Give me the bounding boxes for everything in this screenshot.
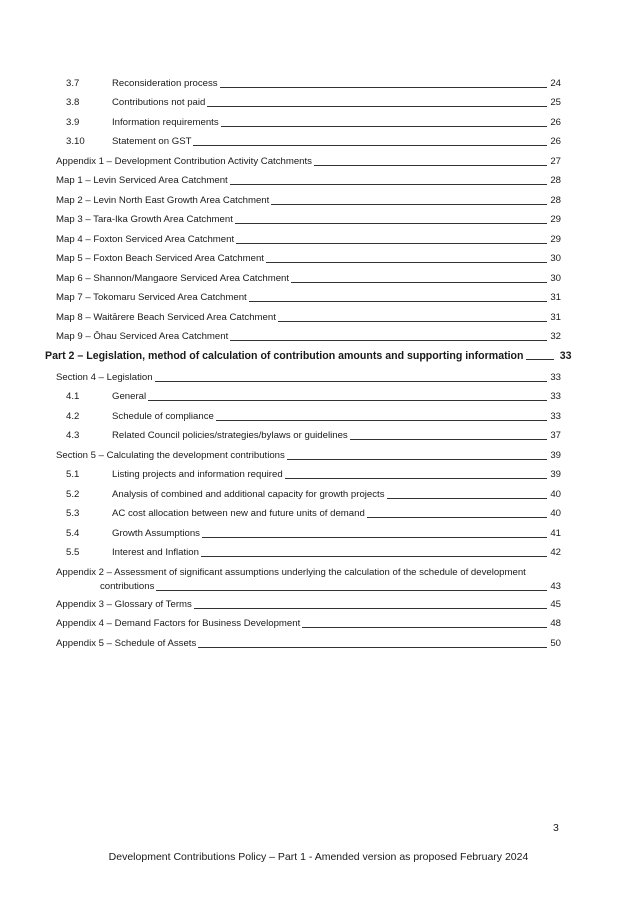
toc-page: 30 [550, 253, 561, 264]
toc-page: 39 [550, 450, 561, 461]
dot-leader [221, 126, 547, 127]
toc-title: Part 2 – Legislation, method of calculation of contribution amounts and supporting information [45, 350, 524, 362]
toc-page: 29 [550, 234, 561, 245]
page-footer: Development Contributions Policy – Part 1 - Amended version as proposed February 2024 [108, 851, 529, 863]
toc-entry-map-3[interactable] [56, 214, 561, 226]
dot-leader [202, 537, 547, 538]
page-number: 3 [553, 822, 559, 834]
toc-page: 31 [550, 312, 561, 323]
toc-title: Statement on GST [112, 136, 192, 147]
toc-title: Information requirements [112, 117, 219, 128]
toc-entry-4-2[interactable] [66, 411, 561, 423]
toc-number: 5.5 [66, 547, 80, 558]
toc-entry-appendix-3[interactable] [56, 599, 561, 611]
dot-leader [278, 321, 547, 322]
toc-page: 30 [550, 273, 561, 284]
toc-number: 3.8 [66, 97, 80, 108]
toc-entry-3-7[interactable] [66, 78, 561, 90]
toc-page: 26 [550, 136, 561, 147]
toc-entry-map-9[interactable] [56, 331, 561, 343]
toc-entry-map-4[interactable] [56, 234, 561, 246]
toc-entry-4-3[interactable] [66, 430, 561, 442]
toc-number: 5.3 [66, 508, 80, 519]
toc-title: Appendix 4 – Demand Factors for Business Development [56, 618, 301, 629]
toc-title: AC cost allocation between new and future units of demand [112, 508, 365, 519]
toc-entry-3-8[interactable] [66, 97, 561, 109]
toc-page: 28 [550, 175, 561, 186]
toc-number: 5.4 [66, 528, 80, 539]
dot-leader [230, 184, 547, 185]
toc-page: 32 [550, 331, 561, 342]
toc-entry-3-9[interactable] [66, 117, 561, 129]
toc-entry-4-1[interactable] [66, 391, 561, 403]
toc-page: 33 [550, 391, 561, 402]
toc-page: 50 [550, 638, 561, 649]
toc-title: Map 8 – Waitārere Beach Serviced Area Catchment [56, 312, 276, 323]
toc-title: Section 4 – Legislation [56, 372, 153, 383]
toc-title: Reconsideration process [112, 78, 218, 89]
toc-page: 27 [550, 156, 561, 167]
toc-entry-section-4[interactable] [56, 372, 561, 384]
toc-entry-part-2[interactable] [45, 350, 572, 362]
toc-title-line-2: contributions [100, 581, 155, 592]
toc-page: 39 [550, 469, 561, 480]
toc-page: 43 [550, 581, 561, 592]
toc-number: 4.2 [66, 411, 80, 422]
toc-entry-5-1[interactable] [66, 469, 561, 481]
toc-entry-appendix-5[interactable] [56, 638, 561, 650]
toc-title: Schedule of compliance [112, 411, 214, 422]
dot-leader [194, 608, 547, 609]
toc-entry-section-5[interactable] [56, 450, 561, 462]
dot-leader [201, 556, 547, 557]
toc-title: Related Council policies/strategies/bylaws or guidelines [112, 430, 348, 441]
toc-title: Map 6 – Shannon/Mangaore Serviced Area Catchment [56, 273, 290, 284]
toc-title: Map 7 – Tokomaru Serviced Area Catchment [56, 292, 247, 303]
toc-title: Appendix 1 – Development Contribution Activity Catchments [56, 156, 312, 167]
toc-entry-map-2[interactable] [56, 195, 561, 207]
toc-number: 4.3 [66, 430, 80, 441]
toc-number: 3.7 [66, 78, 80, 89]
toc-entry-3-10[interactable] [66, 136, 561, 148]
toc-page: 33 [559, 350, 572, 362]
toc-number: 4.1 [66, 391, 80, 402]
toc-number: 3.9 [66, 117, 80, 128]
toc-entry-5-4[interactable] [66, 528, 561, 540]
toc-entry-map-5[interactable] [56, 253, 561, 265]
toc-page: 40 [550, 489, 561, 500]
toc-number: 5.1 [66, 469, 80, 480]
toc-title: Analysis of combined and additional capacity for growth projects [112, 489, 385, 500]
dot-leader [155, 381, 547, 382]
toc-page: 28 [550, 195, 561, 206]
dot-leader [314, 165, 547, 166]
toc-entry-map-1[interactable] [56, 175, 561, 187]
dot-leader [266, 262, 547, 263]
dot-leader [156, 590, 547, 591]
toc-page: 45 [550, 599, 561, 610]
toc-title: Section 5 – Calculating the development contributions [56, 450, 285, 461]
dot-leader [285, 478, 547, 479]
toc-title: Map 9 – Ōhau Serviced Area Catchment [56, 331, 229, 342]
toc-entry-appendix-2[interactable] [56, 567, 561, 593]
toc-title: Map 4 – Foxton Serviced Area Catchment [56, 234, 235, 245]
toc-title-line-1: Appendix 2 – Assessment of significant assumptions underlying the calculation of the schedule of development [56, 567, 526, 578]
dot-leader [207, 106, 547, 107]
toc-page: 42 [550, 547, 561, 558]
dot-leader [220, 87, 547, 88]
dot-leader [216, 420, 547, 421]
toc-title: Growth Assumptions [112, 528, 200, 539]
toc-page: 41 [550, 528, 561, 539]
toc-entry-map-8[interactable] [56, 312, 561, 324]
dot-leader [249, 301, 547, 302]
toc-page: 33 [550, 372, 561, 383]
dot-leader [236, 243, 547, 244]
dot-leader [387, 498, 547, 499]
toc-page: 25 [550, 97, 561, 108]
dot-leader [287, 459, 547, 460]
toc-page: 26 [550, 117, 561, 128]
toc-title: Map 5 – Foxton Beach Serviced Area Catchment [56, 253, 264, 264]
dot-leader [193, 145, 547, 146]
toc-title: Listing projects and information required [112, 469, 283, 480]
toc-entry-appendix-4[interactable] [56, 618, 561, 630]
toc-entry-5-5[interactable] [66, 547, 561, 559]
dot-leader [271, 204, 547, 205]
dot-leader [526, 359, 554, 360]
toc-page: 24 [550, 78, 561, 89]
toc-entry-map-7[interactable] [56, 292, 561, 304]
dot-leader [235, 223, 547, 224]
toc-page: 48 [550, 618, 561, 629]
toc-page: 37 [550, 430, 561, 441]
dot-leader [291, 282, 547, 283]
dot-leader [148, 400, 547, 401]
toc-page: 31 [550, 292, 561, 303]
toc-title: Map 3 – Tara-Ika Growth Area Catchment [56, 214, 233, 225]
toc-title: Map 2 – Levin North East Growth Area Catchment [56, 195, 270, 206]
dot-leader [367, 517, 547, 518]
toc-number: 3.10 [66, 136, 85, 147]
toc-title: Appendix 5 – Schedule of Assets [56, 638, 197, 649]
toc-page: 40 [550, 508, 561, 519]
toc-title: Appendix 3 – Glossary of Terms [56, 599, 192, 610]
dot-leader [230, 340, 547, 341]
toc-entry-appendix-1[interactable] [56, 156, 561, 168]
dot-leader [302, 627, 547, 628]
dot-leader [198, 647, 547, 648]
toc-entry-5-2[interactable] [66, 489, 561, 501]
toc-title: General [112, 391, 147, 402]
toc-title: Map 1 – Levin Serviced Area Catchment [56, 175, 228, 186]
toc-number: 5.2 [66, 489, 80, 500]
toc-title: Contributions not paid [112, 97, 206, 108]
dot-leader [350, 439, 547, 440]
toc-title: Interest and Inflation [112, 547, 199, 558]
toc-entry-map-6[interactable] [56, 273, 561, 285]
toc-page: 33 [550, 411, 561, 422]
toc-entry-5-3[interactable] [66, 508, 561, 520]
toc-page: 29 [550, 214, 561, 225]
